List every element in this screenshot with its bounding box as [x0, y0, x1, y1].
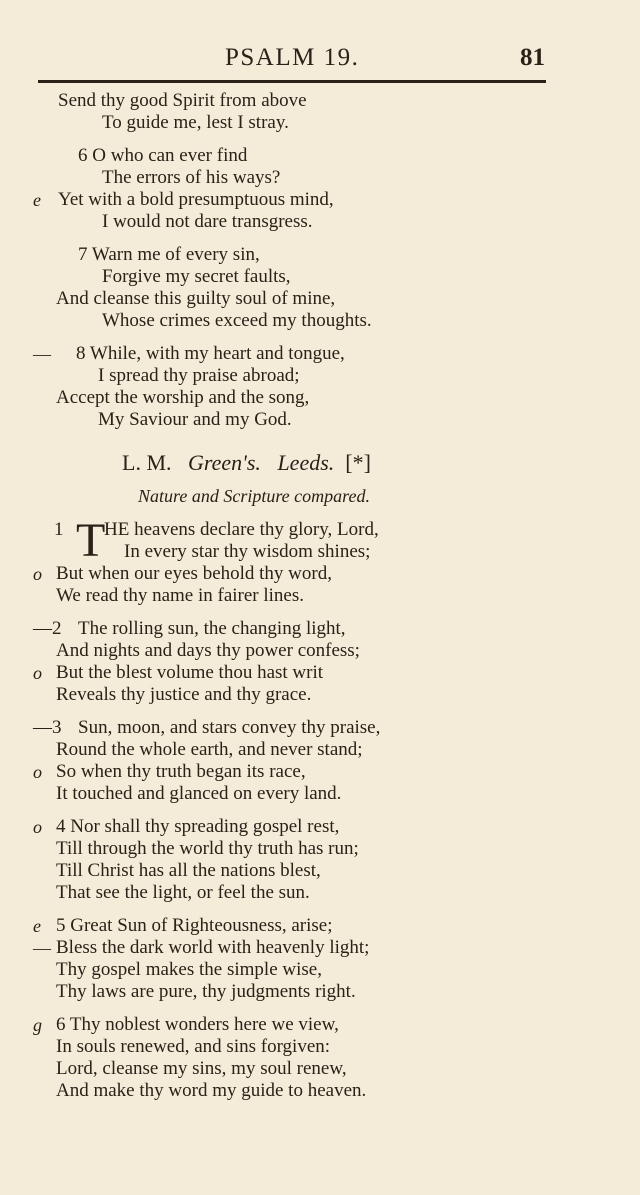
dynamics-mark: — — [33, 344, 51, 364]
page-number: 81 — [520, 44, 545, 71]
meter: L. M. — [122, 450, 172, 475]
dynamics-mark: g — [33, 1015, 42, 1035]
verse-line: 6 Thy noblest wonders here we view, — [56, 1014, 339, 1035]
verse-line: Accept the worship and the song, — [56, 387, 310, 408]
verse-line: Lord, cleanse my sins, my soul renew, — [56, 1058, 347, 1079]
verse-line: 7 Warn me of every sin, — [78, 244, 260, 265]
verse-line: Till Christ has all the nations blest, — [56, 860, 321, 881]
page-header — [40, 44, 545, 80]
verse-line: Round the whole earth, and never stand; — [56, 739, 363, 760]
header-rule — [38, 80, 546, 83]
verse-line: Thy gospel makes the simple wise, — [56, 959, 322, 980]
dynamics-mark: e — [33, 916, 41, 936]
verse-line: Whose crimes exceed my thoughts. — [102, 310, 372, 331]
dynamics-mark: o — [33, 762, 42, 782]
verse-line: 6 O who can ever find — [78, 145, 248, 166]
dynamics-mark: o — [33, 564, 42, 584]
hymn-subtitle: Nature and Scripture compared. — [138, 486, 370, 506]
verse-line: Send thy good Spirit from above — [58, 90, 307, 111]
verse-line: So when thy truth began its race, — [56, 761, 306, 782]
dynamics-mark: o — [33, 663, 42, 683]
verse-line: In souls renewed, and sins forgiven: — [56, 1036, 331, 1057]
verse-number: —3 — [33, 717, 62, 738]
verse-line: I would not dare transgress. — [102, 211, 313, 232]
verse-line: HE heavens declare thy glory, Lord, — [104, 519, 379, 540]
verse-line: In every star thy wisdom shines; — [124, 541, 371, 562]
verse-line: 5 Great Sun of Righteousness, arise; — [56, 915, 333, 936]
tune-note: [*] — [345, 450, 371, 475]
verse-line: We read thy name in fairer lines. — [56, 585, 305, 606]
verse-line: To guide me, lest I stray. — [102, 112, 289, 133]
verse-line: Till through the world thy truth has run; — [56, 838, 359, 859]
verse-line: The errors of his ways? — [102, 167, 281, 188]
verse-line: Thy laws are pure, thy judgments right. — [56, 981, 356, 1002]
tune-name: Green's. — [188, 450, 261, 475]
verse-line: But when our eyes behold thy word, — [56, 563, 332, 584]
verse-line: My Saviour and my God. — [98, 409, 292, 430]
drop-cap: T — [76, 514, 106, 567]
page-title: PSALM 19. — [225, 44, 360, 71]
verse-line: 4 Nor shall thy spreading gospel rest, — [56, 816, 340, 837]
verse-line: Sun, moon, and stars convey thy praise, — [78, 717, 381, 738]
verse-line: Yet with a bold presumptuous mind, — [58, 189, 334, 210]
verse-line: I spread thy praise abroad; — [98, 365, 300, 386]
tune-name: Leeds. — [277, 450, 335, 475]
dynamics-mark: e — [33, 190, 41, 210]
verse-number: 1 — [54, 519, 64, 540]
verse-line: The rolling sun, the changing light, — [78, 618, 346, 639]
verse-line: Forgive my secret faults, — [102, 266, 291, 287]
verse-line: And nights and days thy power confess; — [56, 640, 360, 661]
verse-line: Reveals thy justice and thy grace. — [56, 684, 312, 705]
verse-number: —2 — [33, 618, 62, 639]
verse-line: And make thy word my guide to heaven. — [56, 1080, 367, 1101]
dynamics-mark: — — [33, 938, 51, 958]
verse-line: 8 While, with my heart and tongue, — [76, 343, 345, 364]
dynamics-mark: o — [33, 817, 42, 837]
verse-line: It touched and glanced on every land. — [56, 783, 342, 804]
tune-heading — [122, 450, 371, 476]
verse-line: But the blest volume thou hast writ — [56, 662, 324, 683]
verse-line: That see the light, or feel the sun. — [56, 882, 310, 903]
verse-line: Bless the dark world with heavenly light; — [56, 937, 370, 958]
verse-line: And cleanse this guilty soul of mine, — [56, 288, 336, 309]
